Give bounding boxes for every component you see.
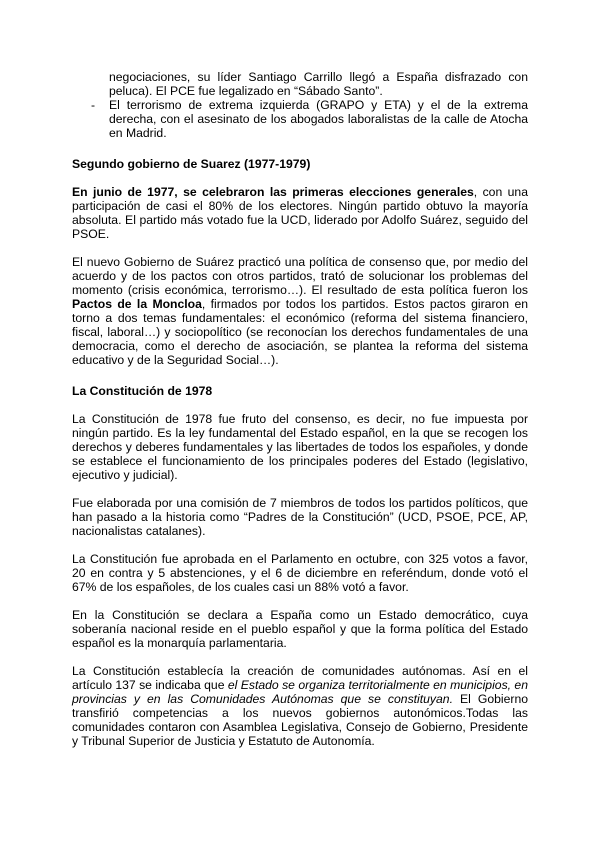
paragraph (72, 255, 528, 367)
paragraph (72, 664, 528, 748)
list-item-text: negociaciones, su líder Santiago Carrillo llegó a España disfrazado con peluca). El PCE fue legalizado en “Sábado Santo”. (109, 70, 528, 98)
paragraph: La Constitución de 1978 fue fruto del consenso, es decir, no fue impuesta por ningún partido. Es la ley fundamental del Estado español, en la que se recogen los derechos y deberes fundamentales y las libertades de todos los españoles, y donde se establece el funcionamiento de los principales poderes del Estado (legislativo, ejecutivo y judicial). (72, 412, 528, 482)
paragraph-italic: el Estado se organiza territorialmente en municipios, en provincias y en las Comunidades Autónomas que se constituyan. (72, 678, 528, 706)
list-dash: - (91, 98, 96, 112)
paragraph-text: El nuevo Gobierno de Suárez practicó una política de consenso que, por medio del acuerdo y de los pactos con otros partidos, trató de solucionar los problemas del momento (crisis económica, terrorismo…). El resultado de esta política fueron los (72, 255, 528, 297)
paragraph: En la Constitución se declara a España como un Estado democrático, cuya soberanía nacional reside en el pueblo español y que la forma política del Estado español es la monarquía parlamentaria. (72, 608, 528, 650)
list-item-text: El terrorismo de extrema izquierda (GRAPO y ETA) y el de la extrema derecha, con el asesinato de los abogados laboralistas de la calle de Atocha en Madrid. (109, 98, 528, 140)
paragraph: La Constitución fue aprobada en el Parlamento en octubre, con 325 votos a favor, 20 en contra y 5 abstenciones, y el 6 de diciembre en referéndum, donde votó el 67% de los españoles, de los cuales casi un 88% votó a favor. (72, 552, 528, 594)
section-heading: La Constitución de 1978 (72, 384, 213, 398)
list-item (72, 98, 528, 140)
bullet-list (72, 70, 528, 140)
paragraph-bold: Pactos de la Moncloa (72, 297, 202, 311)
paragraph: Fue elaborada por una comisión de 7 miembros de todos los partidos políticos, que han pasado a la historia como “Padres de la Constitución” (UCD, PSOE, PCE, AP, nacionalistas catalanes). (72, 496, 528, 538)
paragraph-text: , con una participación de casi el 80% de los electores. Ningún partido obtuvo la mayoría absoluta. El partido más votado fue la UCD, liderado por Adolfo Suárez, seguido del PSOE. (72, 185, 528, 241)
paragraph (72, 185, 528, 241)
paragraph-bold: En junio de 1977, se celebraron las primeras elecciones generales (72, 185, 474, 199)
paragraph-text: El Gobierno transfirió competencias a los nuevos gobiernos autonómicos.Todas las comunidades contaron con Asamblea Legislativa, Consejo de Gobierno, Presidente y Tribunal Superior de Justicia y Estatuto de Autonomía. (72, 692, 528, 748)
list-item (72, 70, 528, 98)
paragraph-text: , firmados por todos los partidos. Estos pactos giraron en torno a dos temas fundamentales: el económico (reforma del sistema financiero, fiscal, laboral…) y sociopolítico (se reconocían los derechos fundamentales de una democracia, como el derecho de asociación, se plantea la reforma del sistema educativo y de la Seguridad Social…). (72, 297, 528, 367)
paragraph-text: La Constitución establecía la creación de comunidades autónomas. Así en el artículo 137 se indicaba que (72, 664, 528, 692)
section-heading: Segundo gobierno de Suarez (1977-1979) (72, 157, 311, 171)
document-page (72, 70, 528, 748)
